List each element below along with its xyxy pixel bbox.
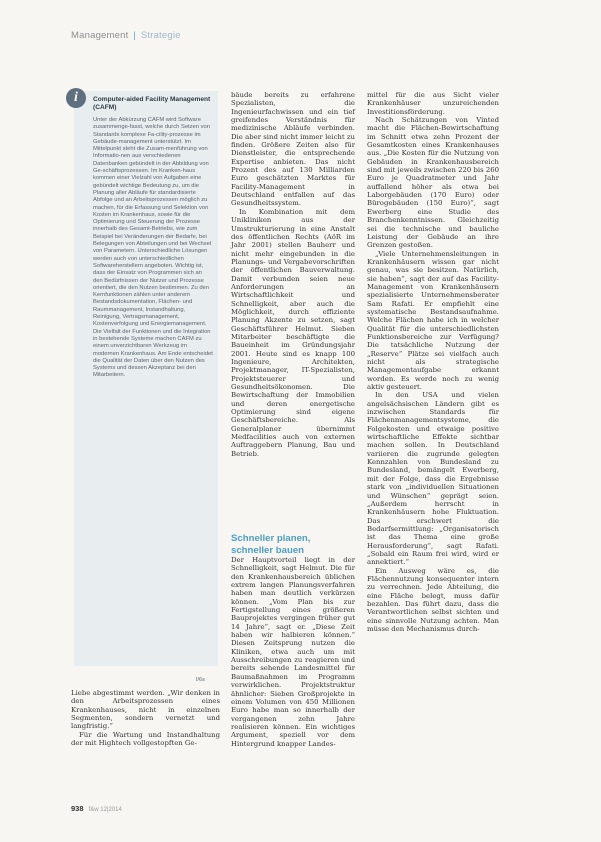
magazine-issue: f&w 12|2014 xyxy=(88,807,122,813)
header-separator: | xyxy=(133,30,136,41)
running-header xyxy=(71,30,181,41)
header-section: Strategie xyxy=(140,30,181,41)
header-category: Management xyxy=(71,30,129,41)
section-subheading: Schneller planen, schneller bauen xyxy=(231,533,311,556)
page-footer xyxy=(71,804,122,813)
paragraph: „Viele Unternehmensleitungen in Krankenhäusern wissen gar nicht genau, was sie besitzen. Natürlich, sie haben“, sagt der auf das Facility-Management von Krankenhäusern spezialisierte Unternehmensberater Sam Rafati. Er empfiehlt eine systematische Bestandsaufnahme. Welche Flächen habe ich in welcher Qualität für die unterschiedlichsten Funktionsbereiche zur Verfügung? Die tatsächliche Nutzung der „Reserve“ Plätze sei vielfach auch nicht als strategische Managementaufgabe erkannt worden. Es werde noch zu wenig aktiv gesteuert. xyxy=(367,249,499,392)
info-box-title: Computer-aided Facility Management (CAFM) xyxy=(93,96,211,112)
article-column-middle xyxy=(231,91,355,458)
info-box-end-mark: I/6s xyxy=(196,677,205,683)
article-column-right xyxy=(367,91,499,633)
paragraph: In Kombination mit dem Unikliniken aus der Umstrukturierung in eine Anstalt des öffentlichen Rechts (AöR im Jahr 2001) stellen Bauherr und nicht mehr eingebunden in die Planungs- und Vergabevorschriften der öffentlichen Bauverwaltung. Damit verbunden seien neue Anforderungen an Wirtschaftlichkeit und Schnelligkeit, aber auch die Möglichkeit, durch effiziente Planung Akzente zu setzen, sagt Geschäftsführer Helmut. Sieben Mitarbeiter beschäftigte die Baueinheit im Gründungsjahr 2001. Heute sind es knapp 100 Ingenieure, Architekten, Projektmanager, IT-Spezialisten, Projektsteuerer und Gesundheitsökonomen. Die Bewirtschaftung der Immobilien und deren energetische Optimierung sind eigene Geschäftsbereiche. Als Generalplaner übernimmt Medfacilities auch von externen Auftraggebern Planung, Bau und Betrieb. xyxy=(231,207,355,458)
paragraph: bäude bereits zu erfahrene Spezialisten, die Ingenieurfachwissen und ein tief greifendes Verständnis für medizinische Abläufe verbinden. Die aber sind nicht immer leicht zu finden. Größere Zeiten also für Dienstleister, die entsprechende Expertise anbieten. Das nicht Prozent des auf 130 Milliarden Euro geschätzten Marktes für Facility-Management in Deutschland entfallen auf das Gesundheitssystem. xyxy=(231,91,355,208)
article-column-left xyxy=(71,689,220,747)
info-icon: i xyxy=(66,88,86,108)
article-column-middle-continued xyxy=(231,556,355,748)
paragraph: Liebe abgestimmt werden. „Wir denken in den Arbeitsprozessen eines Krankenhauses, nicht in einzelnen Segmenten, sondern vernetzt und langfristig.“ xyxy=(71,689,220,731)
paragraph: Ein Ausweg wäre es, die Flächennutzung konsequenter intern zu verrechnen. Jede Abteilung, die eine Fläche belegt, muss dafür bezahlen. Das führt dazu, dass die Verantwortlichen selbst sichten und eine sinnvolle Nutzung achten. Man müsse den Mechanismus durch- xyxy=(367,566,499,633)
paragraph: mittel für die aus Sicht vieler Krankenhäuser unzureichenden Investitionsförderung. xyxy=(367,91,499,116)
info-box-body: Unter der Abkürzung CAFM wird Software zusammenge-fasst, welche durch Setzen von Standards komplexe Fa-cility-prozesse im Gebäude-management unterstützt. Im Mittelpunkt steht die Zusam-menführung von Informatio-nen aus verschiedenen Datenbanken gebündelt in der Abbildung von Ge-schäftsprozessen. Im Kranken-haus kommen einer Vielzahl von Aufgaben eine gebündelt wichtige Bedeutung zu, um die Planung aller Abläufe für standardisierte Abfolge und an Arbeitsprozessen möglich zu machen, für die Erfassung und Selektion von Kosten im Krankenhaus, sowie für die Optimierung und Steuerung der Prozesse innerhalb des Gesamt-Betriebs, wie zum Beispiel bei Veränderungen der Bedarfe, bei Belegungen von Abteilungen und bei Wechsel von Parametern. Unterschiedliche Lösungen werden auch von unterschiedlichen Softwareherstellern angeboten. Wichtig ist, dass der Einsatz von Programmen sich an den Bedürfnissen der Nutzer und Prozesse orientiert, die den Nutzen bestimmen. Zu den Kernfunktionen zählen unter anderem Bestandsdokumentation, Flächen- und Raummanagement, Instandhaltung, Reinigung, Vertragsmanagement, Kostenverfolgung und Energiemanagement. Die Vielfalt der Funktionen und die Integration in bestehende Systeme machen CAFM zu einem unverzichtbaren Werkzeug im modernen Krankenhaus. Am Ende entscheidet die Qualität der Daten über den Nutzen des Systems und dessen Akzeptanz bei den Mitarbeitern. xyxy=(93,117,213,379)
paragraph: Der Hauptvorteil liegt in der Schnelligkeit, sagt Helmut. Die für den Krankenhausbereich üblichen extrem langen Planungsverfahren haben man deutlich verkürzen können. „Vom Plan bis zur Fertigstellung eines größeren Bauprojektes vergingen früher gut 14 Jahre“, sagt er. „Diese Zeit haben wir halbieren können.“ Diesen Zeitsprung nutzen die Kliniken, etwa auch um mit Ausschreibungen zu reagieren und bereits sehende Landesmittel für Baumaßnahmen im Programm verwirklichen. Projektstruktur ähnlicher: Sieben Großprojekte in einem Volumen von 450 Millionen Euro habe man so innerhalb der vergangenen zehn Jahre realisieren können. Ein wichtiges Argument, speziell vor dem Hintergrund knapper Landes- xyxy=(231,556,355,748)
page-number: 938 xyxy=(71,804,84,813)
paragraph: Für die Wartung und Instandhaltung der mit Hightech vollgestopften Ge- xyxy=(71,730,220,748)
paragraph: In den USA und vielen angelsächsischen Ländern gibt es inzwischen Standards für Flächenmanagementsysteme, die Folgekosten und etwaige positive wirtschaftliche Effekte sichtbar machen sollen. In Deutschland variieren die zugrunde gelegten Kennzahlen von Bundesland zu Bundesland, bemängelt Ewerberg, mit der Folge, dass die Ergebnisse stark von „individuellen Situationen und Wünschen“ geprägt seien. „Außerdem herrscht in Krankenhäusern hohe Fluktuation. Das erschwert die Bedarfsermittlung: „Organisatorisch ist das Thema eine große Herausforderung“, sagt Rafati. „Sobald ein Raum frei wird, wird er annektiert.“ xyxy=(367,391,499,567)
paragraph: Nach Schätzungen von Vinted macht die Flächen-Bewirtschaftung im Schnitt etwa zehn Prozent der Gesamtkosten eines Krankenhauses aus. „Die Kosten für die Nutzung von Gebäuden in Krankenhausbereich sind mit jeweils zwischen 220 bis 260 Euro je Quadratmeter und Jahr auffallend höher als etwa bei Laborgebäuden (170 Euro) oder Bürogebäuden (150 Euro)“, sagt Ewerberg eine Studie des Branchenkenntnissen. Gleichzeitig sei die technische und bauliche Leistung der Gebäude an ihre Grenzen gestoßen. xyxy=(367,116,499,250)
